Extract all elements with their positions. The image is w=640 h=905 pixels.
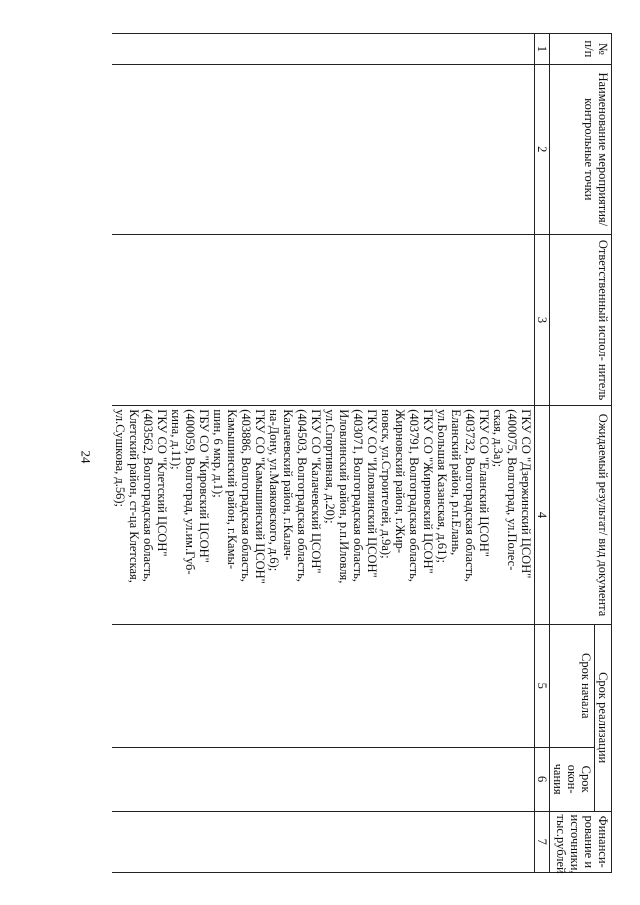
cell-executor: [112, 234, 535, 405]
result-line: (403732, Волгоградская область,: [463, 409, 477, 582]
cell-end-date: [112, 747, 535, 811]
header-executor: Ответственный испол- нитель: [550, 234, 612, 405]
column-number-3: 3: [535, 234, 550, 405]
result-line: ГКУ СО "Калачевский ЦСОН": [309, 409, 323, 574]
result-line: (400059, Волгоград, ул.им.Губ-: [183, 409, 197, 575]
header-financing: Финанси- рование и источники, тыс.рублей: [550, 811, 612, 872]
result-line: Иловлинский район, р.п.Иловля,: [337, 409, 351, 584]
result-line: Калачевский район, г.Калач-: [281, 409, 295, 561]
page-number: 24: [78, 450, 94, 464]
result-line: ГКУ СО "Клетский ЦСОН": [155, 409, 169, 557]
result-line: Клетский район, ст-ца Клетская,: [127, 409, 141, 583]
result-line: Еланский район, р.п.Елань,: [449, 409, 463, 556]
result-line: (403562, Волгоградская область,: [141, 409, 155, 582]
header-expected-result: Ожидаемый результат/ вид документа: [550, 406, 612, 625]
result-line: Камышинский район, г.Камы-: [225, 409, 239, 570]
result-line: (400075, Волгоград, ул.Полес-: [505, 409, 519, 571]
cell-activity: [112, 64, 535, 234]
result-line: (403886, Волгоградская область,: [239, 409, 253, 582]
cell-number: [112, 34, 535, 65]
column-number-2: 2: [535, 64, 550, 234]
column-number-5: 5: [535, 624, 550, 747]
result-line: ГБУ СО "Кировский ЦСОН": [197, 409, 211, 563]
header-implementation-period: Срок реализации: [595, 624, 612, 811]
rotated-table-sheet: [82, 33, 612, 873]
column-number-4: 4: [535, 406, 550, 625]
header-start-date: Срок начала: [550, 624, 595, 747]
column-number-1: 1: [535, 34, 550, 65]
result-line: (403791, Волгоградская область,: [407, 409, 421, 582]
result-line: ГКУ СО "Еланский ЦСОН": [477, 409, 491, 557]
column-number-6: 6: [535, 747, 550, 811]
result-line: ГКУ СО "Иловлинский ЦСОН": [365, 409, 379, 578]
column-number-7: 7: [535, 811, 550, 872]
result-line: ГКУ СО "Камышинский ЦСОН": [253, 409, 267, 584]
result-line: ул.Спортивная, д.20);: [323, 409, 337, 524]
header-end-date: Срок окон- чания: [550, 747, 595, 811]
header-number: № п/п: [550, 34, 612, 65]
result-line: (404503, Волгоградская область,: [295, 409, 309, 582]
result-line: (403071, Волгоградская область,: [351, 409, 365, 582]
cell-start-date: [112, 624, 535, 747]
result-line: ГКУ СО "Дзержинский ЦСОН": [519, 409, 533, 579]
result-line: ская, д.3а);: [491, 409, 505, 468]
activity-table: [112, 33, 612, 873]
result-line: шин, 6 мкр, д.1);: [211, 409, 225, 498]
result-line: ул.Большая Казанская, д.61);: [435, 409, 449, 564]
table-row: [112, 34, 535, 873]
result-line: Жирновский район, г.Жир-: [393, 409, 407, 554]
result-line: ул.Сушкова, д.56);: [113, 409, 127, 508]
result-line: на-Дону, ул.Маяковского, д.6);: [267, 409, 281, 572]
cell-expected-result: [112, 406, 535, 625]
cell-financing: [112, 811, 535, 872]
result-line: ГКУ СО "Жирновский ЦСОН": [421, 409, 435, 574]
header-activity: Наименование мероприятия/ контрольные точки: [550, 64, 612, 234]
result-line: новск, ул.Строителей, д.9а);: [379, 409, 393, 559]
result-line: кина, д.11);: [169, 409, 183, 470]
